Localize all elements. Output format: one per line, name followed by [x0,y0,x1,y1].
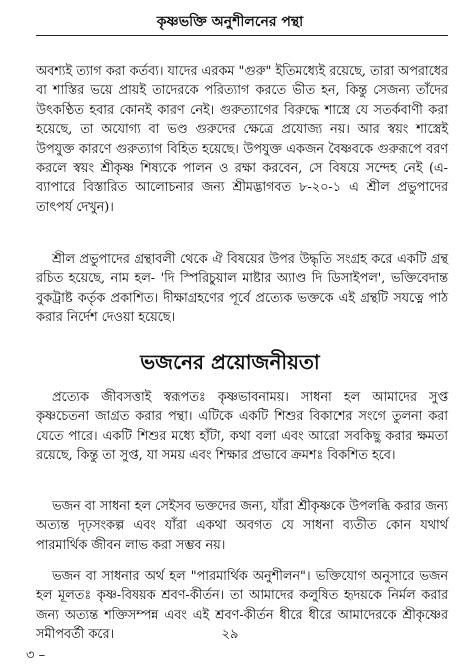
header-divider [36,35,448,36]
paragraph-bhajan-meaning: ভজন বা সাধনার অর্থ হল "পারমার্থিক অনুশীলন"। ভক্তিযোগ অনুসারে ভজন হল মূলতঃ কৃষ্ণ-বিষয়ক শ্রবণ-কীর্তন। তা আমাদের কলুষিত হৃদয়কে নির্মল করার জন্য অত্যন্ত শক্তিসম্পন্ন এবং এই শ্রবণ-কীর্তন ধীরে ধীরে আমাদেরকে শ্রীকৃষ্ণের সমীপবর্তী করে। [36,569,448,643]
signature-mark: ৩ – [26,648,46,663]
section-heading: ভজনের প্রয়োজনীয়তা [140,350,320,374]
paragraph-guru-rejection: অবশ্যই ত্যাগ করা কর্তব্য। যাদের এরকম "গুরু" ইতিমধ্যেই রয়েছে, তারা অপরাধের বা শাস্তির ভয়ে প্রায়ই তাদেরকে পরিত্যাগ করতে ভীত হন, কিন্তু সেজন্য তাঁদের উৎকণ্ঠিত হবার কোনই কারণ নেই। গুরুত্যাগের বিরুদ্ধে শাস্ত্রে যে সতর্কবাণী করা হয়েছে, তা অযোগ্য বা ভণ্ড গুরুদের ক্ষেত্রে প্রযোজ্য নয়। আর স্বয়ং শাস্ত্রেই উপযুক্ত কারণে গুরুত্যাগ বিহিত হয়েছে। উপযুক্ত একজন বৈষ্ণবকে গুরুরূপে বরণ করলে স্বয়ং শ্রীকৃষ্ণ শিষ্যকে পালন ও রক্ষা করবেন, সে বিষয়ে সন্দেহ নেই (এ-ব্যাপারে বিস্তারিত আলোচনার জন্য শ্রীমদ্ভাগবত ৮-২০-১ এ শ্রীল প্রভুপাদের তাৎপর্য দেখুন)। [36,64,448,215]
paragraph-book-reference: শ্রীল প্রভুপাদের গ্রন্থাবলী থেকে ঐ বিষয়ের উপর উদ্ধৃতি সংগ্রহ করে একটি গ্রন্থ রচিত হয়েছে, নাম হল- 'দি স্পিরিচুয়াল মাষ্টার অ্যাণ্ড দি ডিসাইপল', ভক্তিবেদান্ত বুকট্রাষ্ট কর্তৃক প্রকাশিত। দীক্ষাগ্রহণের পূর্বে প্রত্যেক ভক্তকে এই গ্রন্থটি সযত্নে পাঠ করার নির্দেশ দেওয়া হয়েছে। [36,252,448,326]
page-number: ২৯ [221,627,239,642]
running-header: কৃষ্ণভক্তি অনুশীলনের পন্থা [156,14,304,30]
paragraph-sadhana-intro: প্রত্যেক জীবসত্তাই স্বরূপতঃ কৃষ্ণভাবনাময়। সাধনা হল আমাদের সুপ্ত কৃষ্ণচেতনা জাগ্রত করার পন্থা। এটিকে একটি শিশুর বিকাশের সংগে তুলনা করা যেতে পারে। একটি শিশুর মধ্যে হাঁটা, কথা বলা এবং আরো সবকিছু করার ক্ষমতা রয়েছে, কিন্তু তা সুপ্ত, যা সময় এবং শিক্ষার প্রভাবে ক্রমশঃ বিকশিত হবে। [36,390,448,464]
paragraph-sadhana-devotees: ভজন বা সাধনা হল সেইসব ভক্তদের জন্য, যাঁরা শ্রীকৃষ্ণকে উপলব্ধি করার জন্য অত্যন্ত দৃঢ়সংকল্প এবং যাঁরা একথা অবগত যে সাধনা ব্যতীত কোন যথার্থ পারমার্থিক জীবন লাভ করা সম্ভব নয়। [36,499,448,553]
